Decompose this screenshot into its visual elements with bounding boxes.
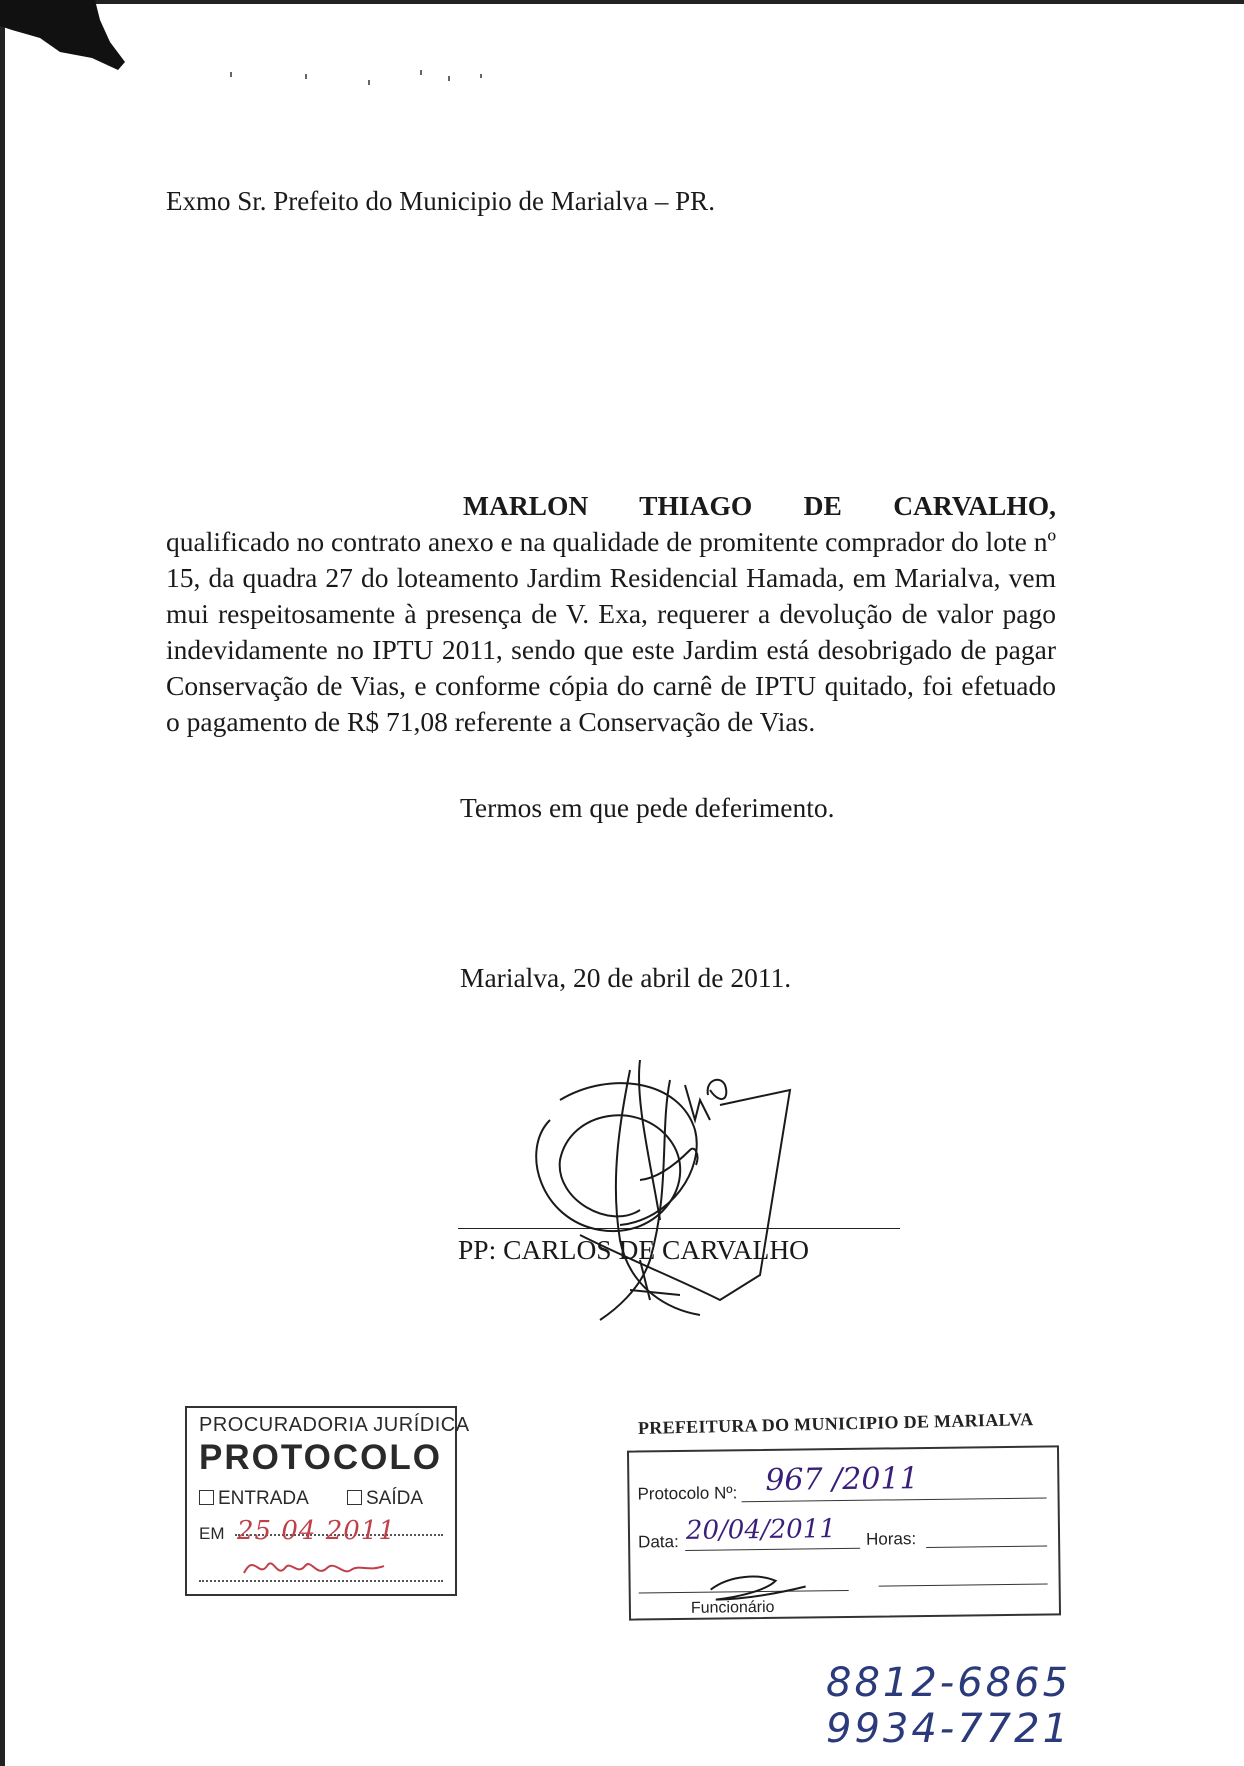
handwritten-phone-numbers: [826, 1660, 1071, 1752]
procuradoria-protocol-stamp: [185, 1406, 470, 1596]
stamp-rubric-signature: [239, 1548, 389, 1584]
stamp-date-line: [685, 1548, 860, 1551]
stamp-date-handwritten: 25 04 2011: [237, 1516, 396, 1546]
stamp-protocol-handwritten: 967 /2011: [765, 1461, 919, 1498]
stamp-date-label: Data:: [637, 1532, 679, 1552]
scan-edge-top: [0, 0, 1244, 4]
scan-specks: [220, 70, 500, 90]
checkbox-icon: [347, 1490, 362, 1505]
scan-edge-left: [0, 0, 5, 1766]
stamp-protocol-heading: PROTOCOLO: [199, 1438, 442, 1477]
prefeitura-protocol-stamp: [627, 1445, 1061, 1620]
stamp-hours-line: [926, 1546, 1047, 1548]
stamp-option-saida: SAÍDA: [347, 1488, 423, 1510]
handwritten-signature: [520, 1060, 820, 1330]
stamp-date-label: EM: [199, 1524, 225, 1543]
stamp-employee-line-right: [879, 1584, 1048, 1587]
petition-text: qualificado no contrato anexo e na qualidade de promitente comprador do lote nº 15, da quadra 27 do loteamento Jardim Residencial Hamada, em Marialva, vem mui respeitosamente à presença de V. Exa, requerer a devolução de valor pago indevidamente no IPTU 2011, sendo que este Jardim está desobrigado de pagar Conservação de Vias, e conforme cópia do carnê de IPTU quitado, foi efetuado o pagamento de R$ 71,08 referente a Conservação de Vias.: [166, 526, 1056, 737]
phone-number-1: 8812-6865: [826, 1660, 1072, 1706]
stamp-protocol-line: [742, 1498, 1047, 1503]
stamp-option-entrada: ENTRADA: [199, 1488, 309, 1510]
place-and-date: Marialva, 20 de abril de 2011.: [460, 962, 792, 993]
checkbox-icon: [199, 1490, 214, 1505]
prefeitura-stamp-title: PREFEITURA DO MUNICIPIO DE MARIALVA: [637, 1409, 1034, 1438]
signatory-name: PP: CARLOS DE CARVALHO: [458, 1234, 810, 1265]
closing-formula: Termos em que pede deferimento.: [460, 792, 835, 823]
petition-body: [166, 488, 1056, 740]
scan-corner-mark: [0, 0, 130, 80]
salutation: Exmo Sr. Prefeito do Municipio de Marialva – PR.: [166, 186, 715, 216]
stamp-hours-label: Horas:: [865, 1529, 917, 1549]
stamp-protocol-label: Protocolo Nº:: [637, 1483, 738, 1504]
stamp-date-handwritten: 20/04/2011: [685, 1514, 836, 1546]
stamp-signature-dots: [199, 1580, 443, 1582]
phone-number-2: 9934-7721: [826, 1706, 1072, 1752]
stamp-employee-label: Funcionário: [690, 1598, 775, 1617]
stamp-department: PROCURADORIA JURÍDICA: [199, 1414, 470, 1436]
applicant-name: MARLON THIAGO DE CARVALHO,: [463, 490, 1056, 521]
